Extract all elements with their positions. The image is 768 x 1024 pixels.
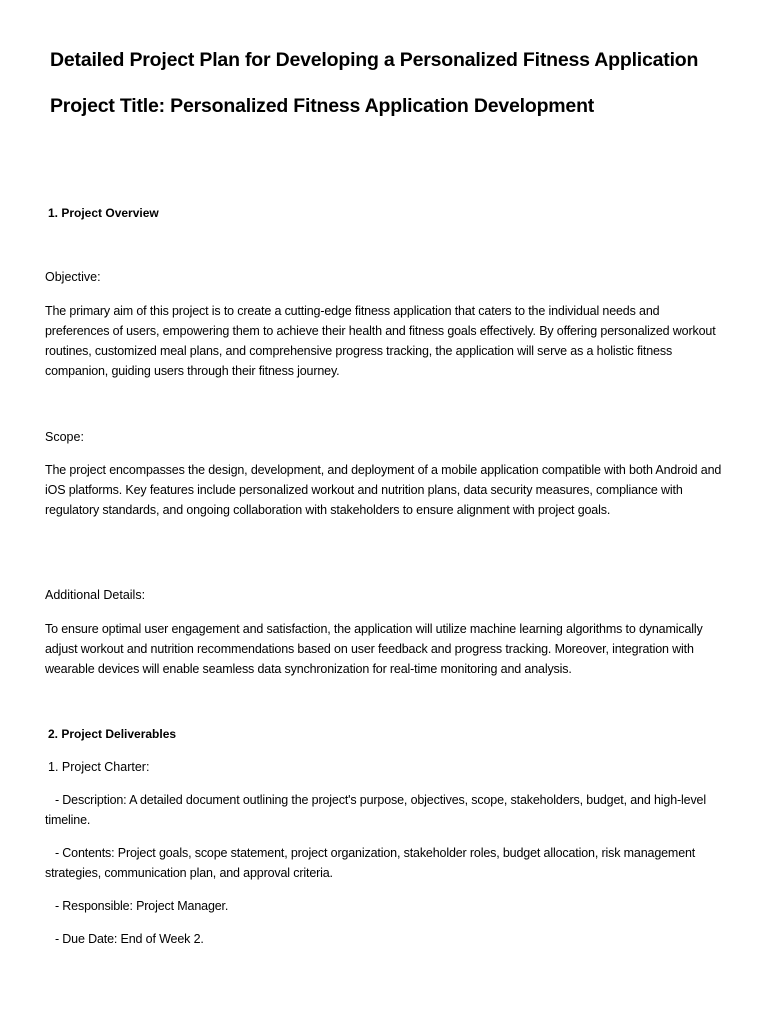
charter-contents: - Contents: Project goals, scope statement, project organization, stakeholder roles, budget allocation, risk management strategies, communication plan, and approval criteria. <box>45 846 699 880</box>
objective-label: Objective: <box>45 270 101 284</box>
charter-description: - Description: A detailed document outlining the project's purpose, objectives, scope, stakeholders, budget, and high-level timeline. <box>45 793 710 827</box>
charter-responsible: - Responsible: Project Manager. <box>45 899 229 913</box>
scope-paragraph: The project encompasses the design, development, and deployment of a mobile application compatible with both Android and iOS platforms. Key features include personalized workout and nutrition plans, data security measures, compliance with regulatory standards, and ongoing collaboration with stakeholders to ensure alignment with project goals. <box>45 463 722 517</box>
document-title: Detailed Project Plan for Developing a Personalized Fitness Application <box>50 49 699 71</box>
project-title: Project Title: Personalized Fitness Application Development <box>50 95 595 117</box>
project-charter-label: 1. Project Charter: <box>48 760 150 774</box>
section-heading-project-deliverables: 2. Project Deliverables <box>48 727 177 741</box>
objective-paragraph: The primary aim of this project is to create a cutting-edge fitness application that caters to the individual needs and preferences of users, empowering them to achieve their health and fitness goals effectively. By offering personalized workout routines, customized meal plans, and comprehensive progress tracking, the application will serve as a holistic fitness companion, guiding users through their fitness journey. <box>45 304 716 378</box>
additional-details-paragraph: To ensure optimal user engagement and satisfaction, the application will utilize machine learning algorithms to dynamically adjust workout and nutrition recommendations based on user feedback and progress tracking. Moreover, integration with wearable devices will enable seamless data synchronization for real-time monitoring and analysis. <box>45 622 703 676</box>
charter-due-date: - Due Date: End of Week 2. <box>45 932 204 946</box>
scope-label: Scope: <box>45 430 84 444</box>
additional-details-label: Additional Details: <box>45 588 146 602</box>
section-heading-project-overview: 1. Project Overview <box>48 206 159 220</box>
